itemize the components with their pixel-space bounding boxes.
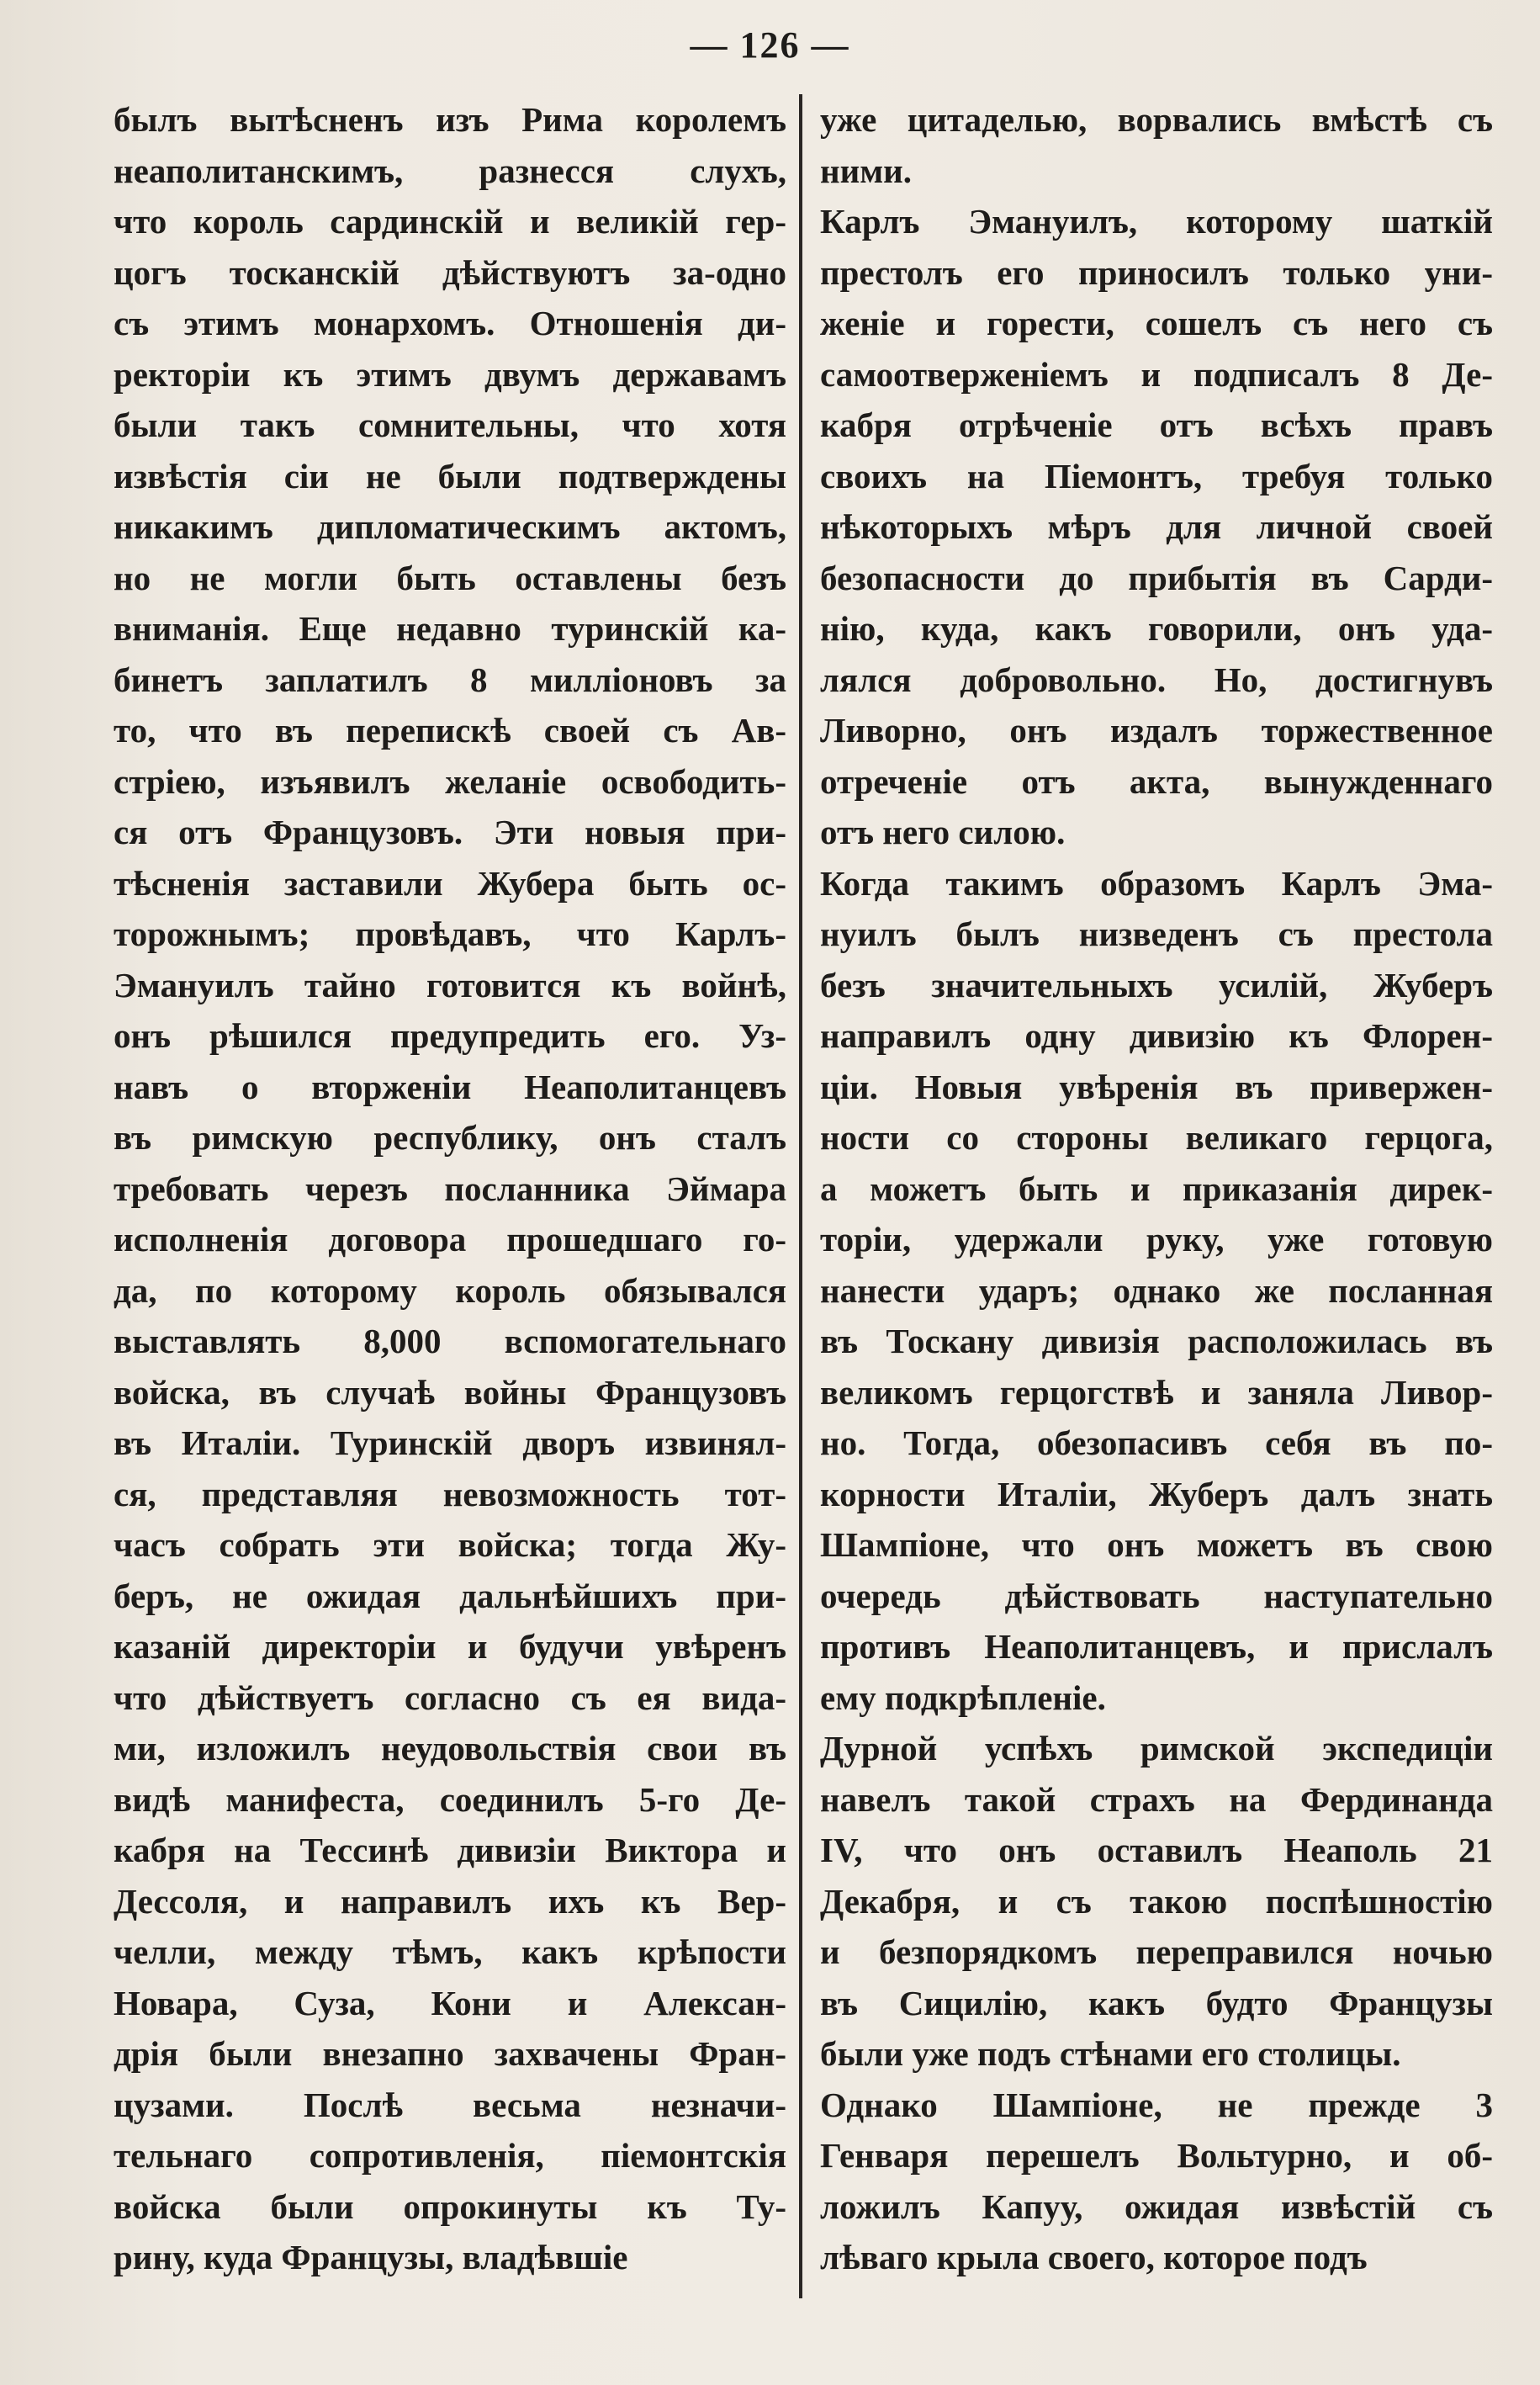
left-column-line-35: кабря на Тессинѣ дивизіи Виктора и [114, 1831, 786, 1869]
right-column-line-31: противъ Неаполитанцевъ, и прислалъ [820, 1627, 1493, 1666]
left-column-line-3: что король сардинскій и великій гер- [114, 202, 786, 241]
left-column [114, 94, 786, 2283]
right-column-line-25: въ Тоскану дивизія расположилась въ [820, 1322, 1493, 1360]
left-column-line-30: беръ, не ожидая дальнѣйшихъ при- [114, 1576, 786, 1615]
left-column-line-36: Дессоля, и направилъ ихъ къ Вер- [114, 1881, 786, 1921]
left-column-line-33: ми, изложилъ неудовольствія свои въ [114, 1729, 786, 1768]
right-column-line-35: IV, что онъ оставилъ Неаполь 21 [820, 1831, 1493, 1869]
left-column-line-21: въ римскую республику, онъ сталъ [114, 1118, 786, 1157]
right-column-line-39: были уже подъ стѣнами его столицы. [820, 2034, 1401, 2073]
right-column-line-5: женіе и горести, сошелъ съ него съ [820, 304, 1493, 342]
left-column-line-9: никакимъ дипломатическимъ актомъ, [114, 507, 786, 546]
left-column-line-27: въ Италіи. Туринскій дворъ извинял- [114, 1423, 786, 1462]
right-column-line-30: очередь дѣйствовать наступательно [820, 1576, 1493, 1615]
right-column-line-38: въ Сицилію, какъ будто Французы [820, 1983, 1493, 2022]
right-column-line-2: ними. [820, 151, 913, 190]
right-column-line-10: безопасности до прибытія въ Сарди- [820, 558, 1493, 597]
left-column-line-5: съ этимъ монархомъ. Отношенія ди- [114, 304, 786, 342]
right-column-line-26: великомъ герцогствѣ и заняла Ливор- [820, 1372, 1493, 1412]
right-column-line-36: Декабря, и съ такою поспѣшностію [820, 1881, 1493, 1921]
left-column-line-22: требовать черезъ посланника Эймара [114, 1169, 786, 1208]
right-column-line-18: безъ значительныхъ усилій, Жуберъ [820, 965, 1493, 1004]
right-column [820, 94, 1493, 2283]
right-column-line-27: но. Тогда, обезопасивъ себя въ по- [820, 1423, 1493, 1462]
left-column-line-10: но не могли быть оставлены безъ [114, 558, 786, 597]
right-column-line-37: и безпорядкомъ переправился ночью [820, 1932, 1493, 1971]
left-column-line-17: торожнымъ; провѣдавъ, что Карлъ- [114, 914, 786, 953]
left-column-line-31: казаній директоріи и будучи увѣренъ [114, 1627, 786, 1666]
right-column-line-22: а можетъ быть и приказанія дирек- [820, 1169, 1493, 1208]
left-column-line-12: бинетъ заплатилъ 8 милліоновъ за [114, 660, 786, 699]
left-column-line-32: что дѣйствуетъ согласно съ ея вида- [114, 1677, 786, 1717]
column-divider [799, 94, 802, 2298]
left-column-line-7: были такъ сомнительны, что хотя [114, 405, 786, 444]
right-column-line-32: ему подкрѣпленіе. [820, 1677, 1106, 1717]
right-column-line-20: ціи. Новыя увѣренія въ привержен- [820, 1067, 1493, 1106]
page-number: — 126 — [690, 24, 850, 66]
left-column-line-37: челли, между тѣмъ, какъ крѣпости [114, 1932, 786, 1971]
left-column-line-38: Новара, Суза, Кони и Алексан- [114, 1983, 786, 2022]
right-column-line-42: ложилъ Капуу, ожидая извѣстій съ [820, 2186, 1493, 2226]
right-column-line-13: Ливорно, онъ издалъ торжественное [820, 711, 1493, 750]
right-column-line-11: нію, куда, какъ говорили, онъ уда- [820, 609, 1493, 648]
left-column-line-2: неаполитанскимъ, разнесся слухъ, [114, 151, 786, 190]
left-column-line-14: стріею, изъявилъ желаніе освободить- [114, 761, 786, 801]
right-column-line-3: Карлъ Эмануилъ, которому шаткій [820, 202, 1493, 241]
right-column-line-6: самоотверженіемъ и подписалъ 8 Де- [820, 354, 1493, 394]
right-column-line-19: направилъ одну дивизію къ Флорен- [820, 1016, 1493, 1055]
left-column-line-23: исполненія договора прошедшаго го- [114, 1220, 786, 1259]
right-column-line-43: лѣваго крыла своего, которое подъ [820, 2238, 1368, 2276]
left-column-line-13: то, что въ перепискѣ своей съ Ав- [114, 711, 786, 750]
left-column-line-19: онъ рѣшился предупредить его. Уз- [114, 1016, 786, 1055]
left-column-line-4: цогъ тосканскій дѣйствуютъ за-одно [114, 252, 786, 292]
left-column-line-29: часъ собрать эти войска; тогда Жу- [114, 1525, 786, 1564]
left-column-line-24: да, по которому король обязывался [114, 1270, 786, 1310]
left-column-line-15: ся отъ Французовъ. Эти новыя при- [114, 813, 786, 851]
right-column-line-14: отреченіе отъ акта, вынужденнаго [820, 761, 1493, 801]
left-column-line-43: рину, куда Французы, владѣвшіе [114, 2238, 628, 2276]
left-column-line-8: извѣстія сіи не были подтверждены [114, 456, 786, 496]
left-column-line-16: тѣсненія заставили Жубера быть ос- [114, 863, 786, 903]
left-column-line-1: былъ вытѣсненъ изъ Рима королемъ [114, 100, 786, 139]
right-column-line-15: отъ него силою. [820, 813, 1066, 851]
left-column-line-28: ся, представляя невозможность тот- [114, 1474, 786, 1513]
right-column-line-9: нѣкоторыхъ мѣръ для личной своей [820, 507, 1493, 546]
right-column-line-8: своихъ на Піемонтъ, требуя только [820, 456, 1493, 496]
left-column-line-41: тельнаго сопротивленія, піемонтскія [114, 2136, 786, 2175]
right-column-line-7: кабря отрѣченіе отъ всѣхъ правъ [820, 405, 1493, 444]
right-column-line-16: Когда такимъ образомъ Карлъ Эма- [820, 863, 1493, 903]
right-column-line-33: Дурной успѣхъ римской экспедиціи [820, 1729, 1493, 1768]
left-column-line-18: Эмануилъ тайно готовится къ войнѣ, [114, 965, 786, 1004]
right-column-line-41: Генваря перешелъ Вольтурно, и об- [820, 2136, 1493, 2175]
right-column-line-40: Однако Шампіоне, не прежде 3 [820, 2085, 1493, 2124]
right-column-line-4: престолъ его приносилъ только уни- [820, 252, 1493, 292]
right-column-line-34: навелъ такой страхъ на Фердинанда [820, 1779, 1493, 1819]
left-column-line-26: войска, въ случаѣ войны Французовъ [114, 1372, 786, 1412]
left-column-line-6: ректоріи къ этимъ двумъ державамъ [114, 354, 786, 394]
right-column-line-23: торіи, удержали руку, уже готовую [820, 1220, 1493, 1259]
right-column-line-28: корности Италіи, Жуберъ далъ знать [820, 1474, 1493, 1513]
right-column-line-21: ности со стороны великаго герцога, [820, 1118, 1493, 1157]
left-column-line-42: войска были опрокинуты къ Ту- [114, 2186, 786, 2226]
left-column-line-25: выставлять 8,000 вспомогательнаго [114, 1322, 786, 1360]
right-column-line-24: нанести ударъ; однако же посланная [820, 1270, 1493, 1310]
left-column-line-11: вниманія. Еще недавно туринскій ка- [114, 609, 786, 648]
right-column-line-12: лялся добровольно. Но, достигнувъ [820, 660, 1493, 699]
left-column-line-39: дрія были внезапно захвачены Фран- [114, 2034, 786, 2073]
left-column-line-40: цузами. Послѣ весьма незначи- [114, 2085, 786, 2124]
right-column-line-17: нуилъ былъ низведенъ съ престола [820, 914, 1493, 953]
right-column-line-29: Шампіоне, что онъ можетъ въ свою [820, 1525, 1493, 1564]
left-column-line-20: навъ о вторженіи Неаполитанцевъ [114, 1067, 786, 1106]
left-column-line-34: видѣ манифеста, соединилъ 5-го Де- [114, 1779, 786, 1819]
right-column-line-1: уже цитаделью, ворвались вмѣстѣ съ [820, 100, 1493, 139]
